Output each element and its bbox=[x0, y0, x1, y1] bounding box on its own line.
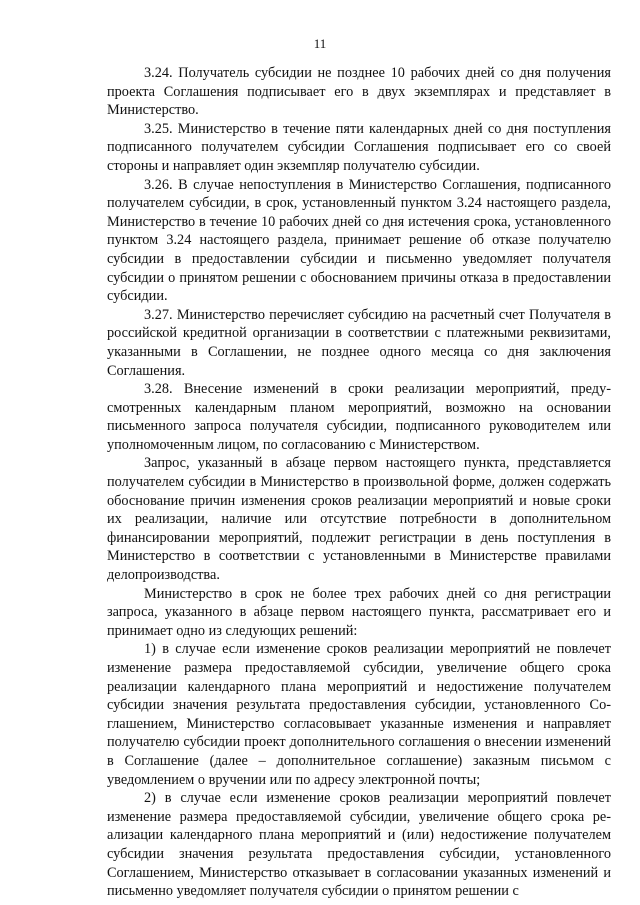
paragraph-decision-2: 2) в случае если изменение сроков реализации мероприятий повлечет изменение размера предоставляемой субсидии, увеличение общего срока реализации календарного плана мероприятий и (или) недостижение получателем субсидии значения результата предоставления субсидии, установленного Соглашением, Министерство отказывает в согласовании указанных изменений и письменно уведомляет получателя субсидии о принятом решении с bbox=[107, 790, 611, 900]
document-body bbox=[107, 64, 611, 901]
paragraph-3-27: 3.27. Министерство перечисляет субсидию на расчетный счет Получателя в российской кредитной организации в соответствии с платежными реквизитами, указанными в Соглашении, не позднее одного месяца со дня заключения Соглашения. bbox=[107, 306, 611, 379]
paragraph-3-25: 3.25. Министерство в течение пяти календарных дней со дня поступления подписанного получателем субсидии Соглашения подписывает его со своей стороны и направляет один экземпляр получателю субсидии. bbox=[107, 120, 611, 174]
paragraph-ministry-decision: Министерство в срок не более трех рабочих дней со дня регистрации запроса, указанного в абзаце первом настоящего пункта, рассматривает его и принимает одно из следующих решений: bbox=[107, 585, 611, 639]
page-number: 11 bbox=[313, 36, 327, 51]
paragraph-3-28: 3.28. Внесение изменений в сроки реализации мероприятий, предусмотренных календарным планом мероприятий, возможно на основании письменного запроса получателя субсидии, подписанного руководителем или уполномоченным лицом, по согласованию с Министерством. bbox=[107, 381, 611, 453]
paragraph-3-24: 3.24. Получатель субсидии не позднее 10 рабочих дней со дня получения проекта Соглашения подписывает его в двух экземплярах и представляет в Министерство. bbox=[107, 65, 611, 119]
paragraph-request: Запрос, указанный в абзаце первом настоящего пункта, представляется получателем субсидии в Министерство в произвольной форме, должен содержать обоснование причин изменения сроков реализации мероприятий и новые сроки их реализации, наличие или отсутствие потребности в дополнительном финансировании мероприятий, подлежит регистрации в день поступления в Министерство в соответствии с установленными в Министерстве правилами делопроизводства. bbox=[107, 455, 611, 584]
paragraph-3-26: 3.26. В случае непоступления в Министерство Соглашения, подписанного получателем субсидии, в срок, установленный пунктом 3.24 настоящего раздела, Министерство в течение 10 рабочих дней со дня истечения срока, установленного пунктом 3.24 настоящего раздела, принимает решение об отказе получателю субсидии в предоставлении субсидии и письменно уведомляет получателя субсидии о принятом решении с обоснованием причины отказа в предоставлении субсидии. bbox=[107, 176, 611, 305]
paragraph-decision-1: 1) в случае если изменение сроков реализации мероприятий не повлечет изменение размера предоставляемой субсидии, увеличение общего срока реализации календарного плана мероприятий и недостижение получателем субсидии значения результата предоставления субсидии, установленного Соглашением, Министерство согласовывает указанные изменения и направляет получателю субсидии проект дополнительного соглашения о внесении изменений в Соглашение (далее – дополнительное соглашение) заказным письмом с уведомлением о вручении или по адресу электронной почты; bbox=[107, 641, 611, 788]
